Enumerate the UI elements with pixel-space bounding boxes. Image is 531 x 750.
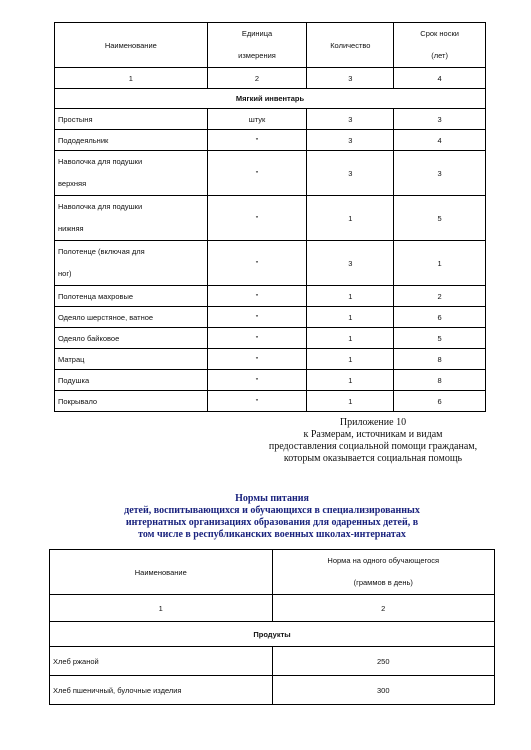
section-row	[55, 89, 486, 109]
header-term-line1: Срок носки	[420, 29, 459, 38]
item-term: 6	[394, 391, 486, 412]
item-quantity: 1	[307, 307, 394, 328]
item-name	[55, 130, 208, 151]
item-name-line1: Полотенце (включая для	[58, 247, 145, 256]
item-quantity: 1	[307, 370, 394, 391]
item-term: 8	[394, 370, 486, 391]
item-name	[55, 370, 208, 391]
table-row	[55, 328, 486, 349]
item-name	[55, 109, 208, 130]
header-norm-line2: (граммов в день)	[353, 578, 413, 587]
appendix-line: которым оказывается социальная помощь	[283, 453, 463, 464]
item-unit: "	[207, 307, 307, 328]
table-row	[55, 391, 486, 412]
item-quantity: 1	[307, 391, 394, 412]
item-term: 5	[394, 328, 486, 349]
item-name	[55, 241, 208, 286]
col-number: 3	[307, 68, 394, 89]
item-term: 3	[394, 151, 486, 196]
food-norms-table	[49, 549, 495, 705]
header-unit-line2: измерения	[238, 51, 276, 60]
item-name	[55, 286, 208, 307]
item-term: 3	[394, 109, 486, 130]
norms-subtitle-line: том числе в республиканских военных школах-интернатах	[138, 529, 406, 540]
section-row	[50, 622, 495, 647]
table-row	[55, 109, 486, 130]
col-number: 1	[50, 595, 273, 622]
table-row	[55, 151, 486, 196]
table-header-row	[50, 550, 495, 595]
item-name-line2: верхняя	[58, 179, 87, 188]
column-number-row	[55, 68, 486, 89]
item-name	[55, 307, 208, 328]
item-name-line1: Наволочка для подушки	[58, 157, 143, 166]
item-quantity: 3	[307, 151, 394, 196]
table-row	[55, 349, 486, 370]
item-name-line2: нижняя	[58, 224, 84, 233]
appendix-line: к Размерам, источникам и видам	[303, 429, 443, 440]
item-name-line1: Подушка	[58, 375, 90, 385]
table-row	[50, 676, 495, 705]
item-unit: "	[207, 370, 307, 391]
item-name-line2: ног)	[58, 269, 72, 278]
norms-subtitle-line: детей, воспитывающихся и обучающихся в специализированных	[124, 505, 420, 516]
table-row	[55, 241, 486, 286]
col-number: 4	[394, 68, 486, 89]
soft-inventory-table	[54, 22, 486, 412]
norms-heading	[40, 493, 504, 541]
item-quantity: 3	[307, 241, 394, 286]
item-term: 1	[394, 241, 486, 286]
table-row	[55, 286, 486, 307]
product-norm: 250	[272, 647, 495, 676]
item-name-line1: Одеяло байковое	[58, 333, 120, 343]
item-name-line1: Наволочка для подушки	[58, 202, 143, 211]
item-unit: "	[207, 241, 307, 286]
item-quantity: 1	[307, 196, 394, 241]
table-header-row	[55, 23, 486, 68]
item-name-line1: Матрац	[58, 354, 85, 364]
item-quantity: 3	[307, 130, 394, 151]
table-row	[50, 647, 495, 676]
header-unit	[207, 23, 307, 68]
column-number-row	[50, 595, 495, 622]
item-unit: "	[207, 286, 307, 307]
table-row	[55, 307, 486, 328]
norms-title: Нормы питания	[235, 493, 309, 504]
item-name-line1: Пододеяльник	[58, 135, 109, 145]
item-term: 4	[394, 130, 486, 151]
item-unit: "	[207, 349, 307, 370]
appendix-note	[250, 417, 496, 465]
header-unit-line1: Единица	[241, 29, 273, 38]
table-row	[55, 370, 486, 391]
item-quantity: 1	[307, 349, 394, 370]
header-quantity: Количество	[307, 23, 394, 68]
item-term: 2	[394, 286, 486, 307]
norms-subtitle-line: интернатных организациях образования для одаренных детей, в	[125, 517, 419, 528]
item-term: 6	[394, 307, 486, 328]
item-name	[55, 391, 208, 412]
appendix-title: Приложение 10	[339, 417, 407, 428]
item-unit: штук	[207, 109, 307, 130]
product-norm: 300	[272, 676, 495, 705]
section-title: Мягкий инвентарь	[55, 89, 486, 109]
col-number: 2	[272, 595, 495, 622]
item-quantity: 1	[307, 286, 394, 307]
item-quantity: 3	[307, 109, 394, 130]
header-term	[394, 23, 486, 68]
table-row	[55, 196, 486, 241]
item-name	[55, 196, 208, 241]
section-title: Продукты	[50, 622, 495, 647]
item-name	[55, 151, 208, 196]
item-quantity: 1	[307, 328, 394, 349]
item-name-line1: Полотенца махровые	[58, 291, 134, 301]
header-term-line2: (лет)	[431, 51, 448, 60]
item-name-line1: Одеяло шерстяное, ватное	[58, 312, 154, 322]
product-name: Хлеб пшеничный, булочные изделия	[50, 676, 273, 705]
item-term: 5	[394, 196, 486, 241]
item-unit: "	[207, 151, 307, 196]
item-unit: "	[207, 391, 307, 412]
col-number: 1	[55, 68, 208, 89]
header-norm-line1: Норма на одного обучающегося	[327, 556, 440, 565]
item-name-line1: Покрывало	[58, 396, 98, 406]
header-name: Наименование	[55, 23, 208, 68]
appendix-line: предоставления социальной помощи гражданам,	[268, 441, 478, 452]
item-name	[55, 328, 208, 349]
item-name	[55, 349, 208, 370]
item-unit: "	[207, 328, 307, 349]
table-row	[55, 130, 486, 151]
item-name-line1: Простыня	[58, 114, 93, 124]
col-number: 2	[207, 68, 307, 89]
item-unit: "	[207, 130, 307, 151]
item-term: 8	[394, 349, 486, 370]
header-name: Наименование	[50, 550, 273, 595]
item-unit: "	[207, 196, 307, 241]
header-norm	[272, 550, 495, 595]
product-name: Хлеб ржаной	[50, 647, 273, 676]
